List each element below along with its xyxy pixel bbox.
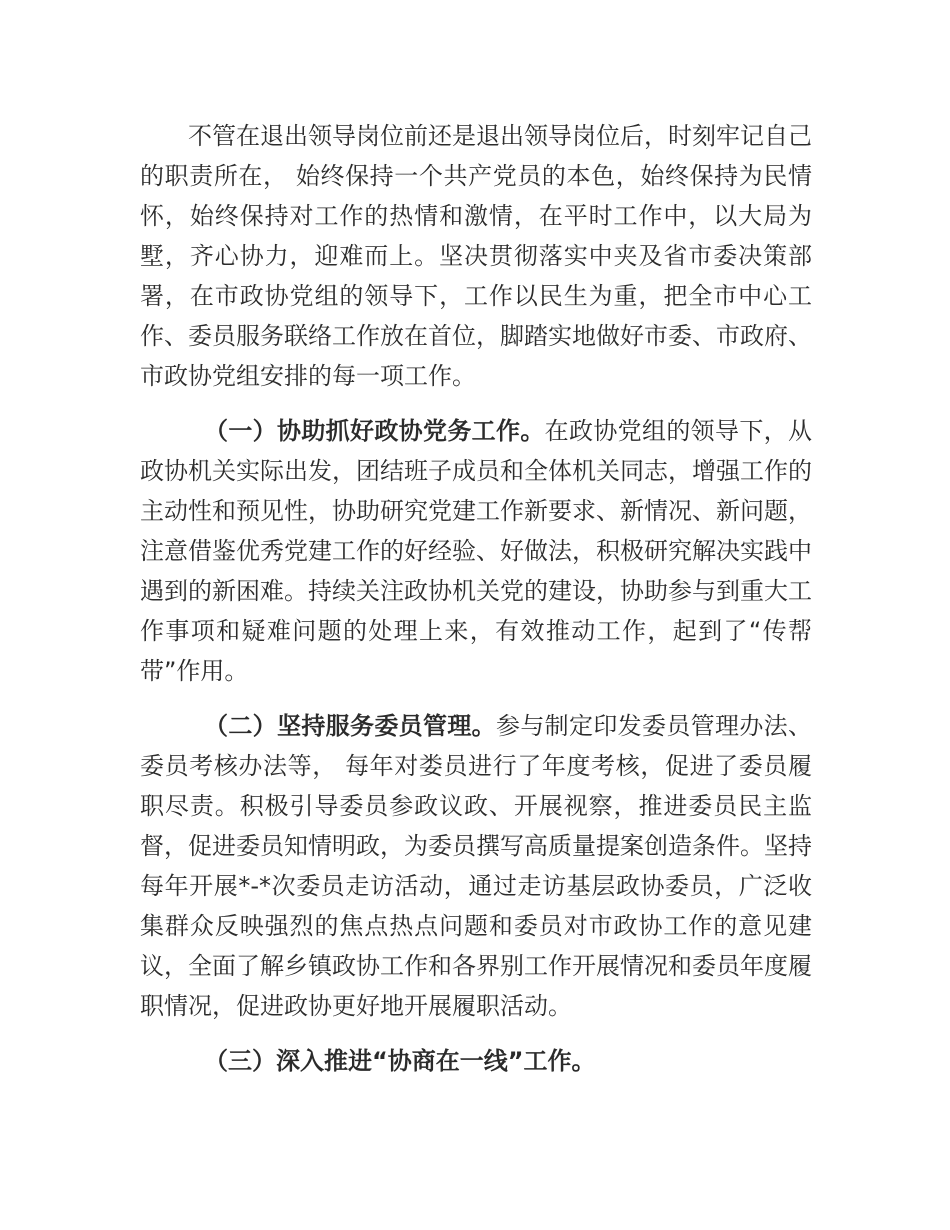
paragraph-section-2 (140, 706, 812, 1026)
section-2-heading: （二）坚持服务委员管理。 (204, 712, 496, 740)
paragraph-intro: 不管在退出领导岗位前还是退出领导岗位后，时刻牢记自己的职责所在， 始终保持一个共产党员的本色，始终保持为民情怀，始终保持对工作的热情和激情，在平时工作中，以大局为墅，齐心协力，迎难而上。坚决贯彻落实中夹及省市委决策部署，在市政协党组的领导下，工作以民生为重，把全市中心工作、委员服务联络工作放在首位，脚踏实地做好市委、市政府、市政协党组安排的每一项工作。 (140, 122, 812, 390)
document-page (140, 116, 812, 1081)
paragraph-section-1 (140, 411, 812, 691)
section-2-body: 参与制定印发委员管理办法、委员考核办法等， 每年对娄员进行了年度考核，促进了委员履职尽责。积极引导委员参政议政、开展视察，推进委员民主监督，促进委员知情明政，为委员撰写高质量提案创造条件。坚持每年开展*-*次委员走访活动，通过走访基层政协委员，广泛收集群众反映强烈的焦点热点问题和委员对市政协工作的意见建议，全面了解乡镇政协工作和各界别工作开展情况和委员年度履职情况，促进政协更好地开展履职活动。 (140, 712, 812, 1020)
section-1-body: 在政协党组的领导下，从政协机关实际出发，团结班子成员和全体机关同志，增强工作的主动性和预见性，协助研究党建工作新要求、新情况、新问题，注意借鉴优秀党建工作的好经验、好做法，积极研究解决实践中遇到的新困难。持续关注政协机关党的建设，协助参与到重大工作事项和疑难问题的处理上来，有效推动工作，起到了“传帮带”作用。 (140, 417, 813, 685)
section-1-heading: （一）协助抓好政协党务工作。 (204, 417, 545, 445)
section-3-heading: （三）深入推进“协商在一线”工作。 (204, 1047, 596, 1075)
